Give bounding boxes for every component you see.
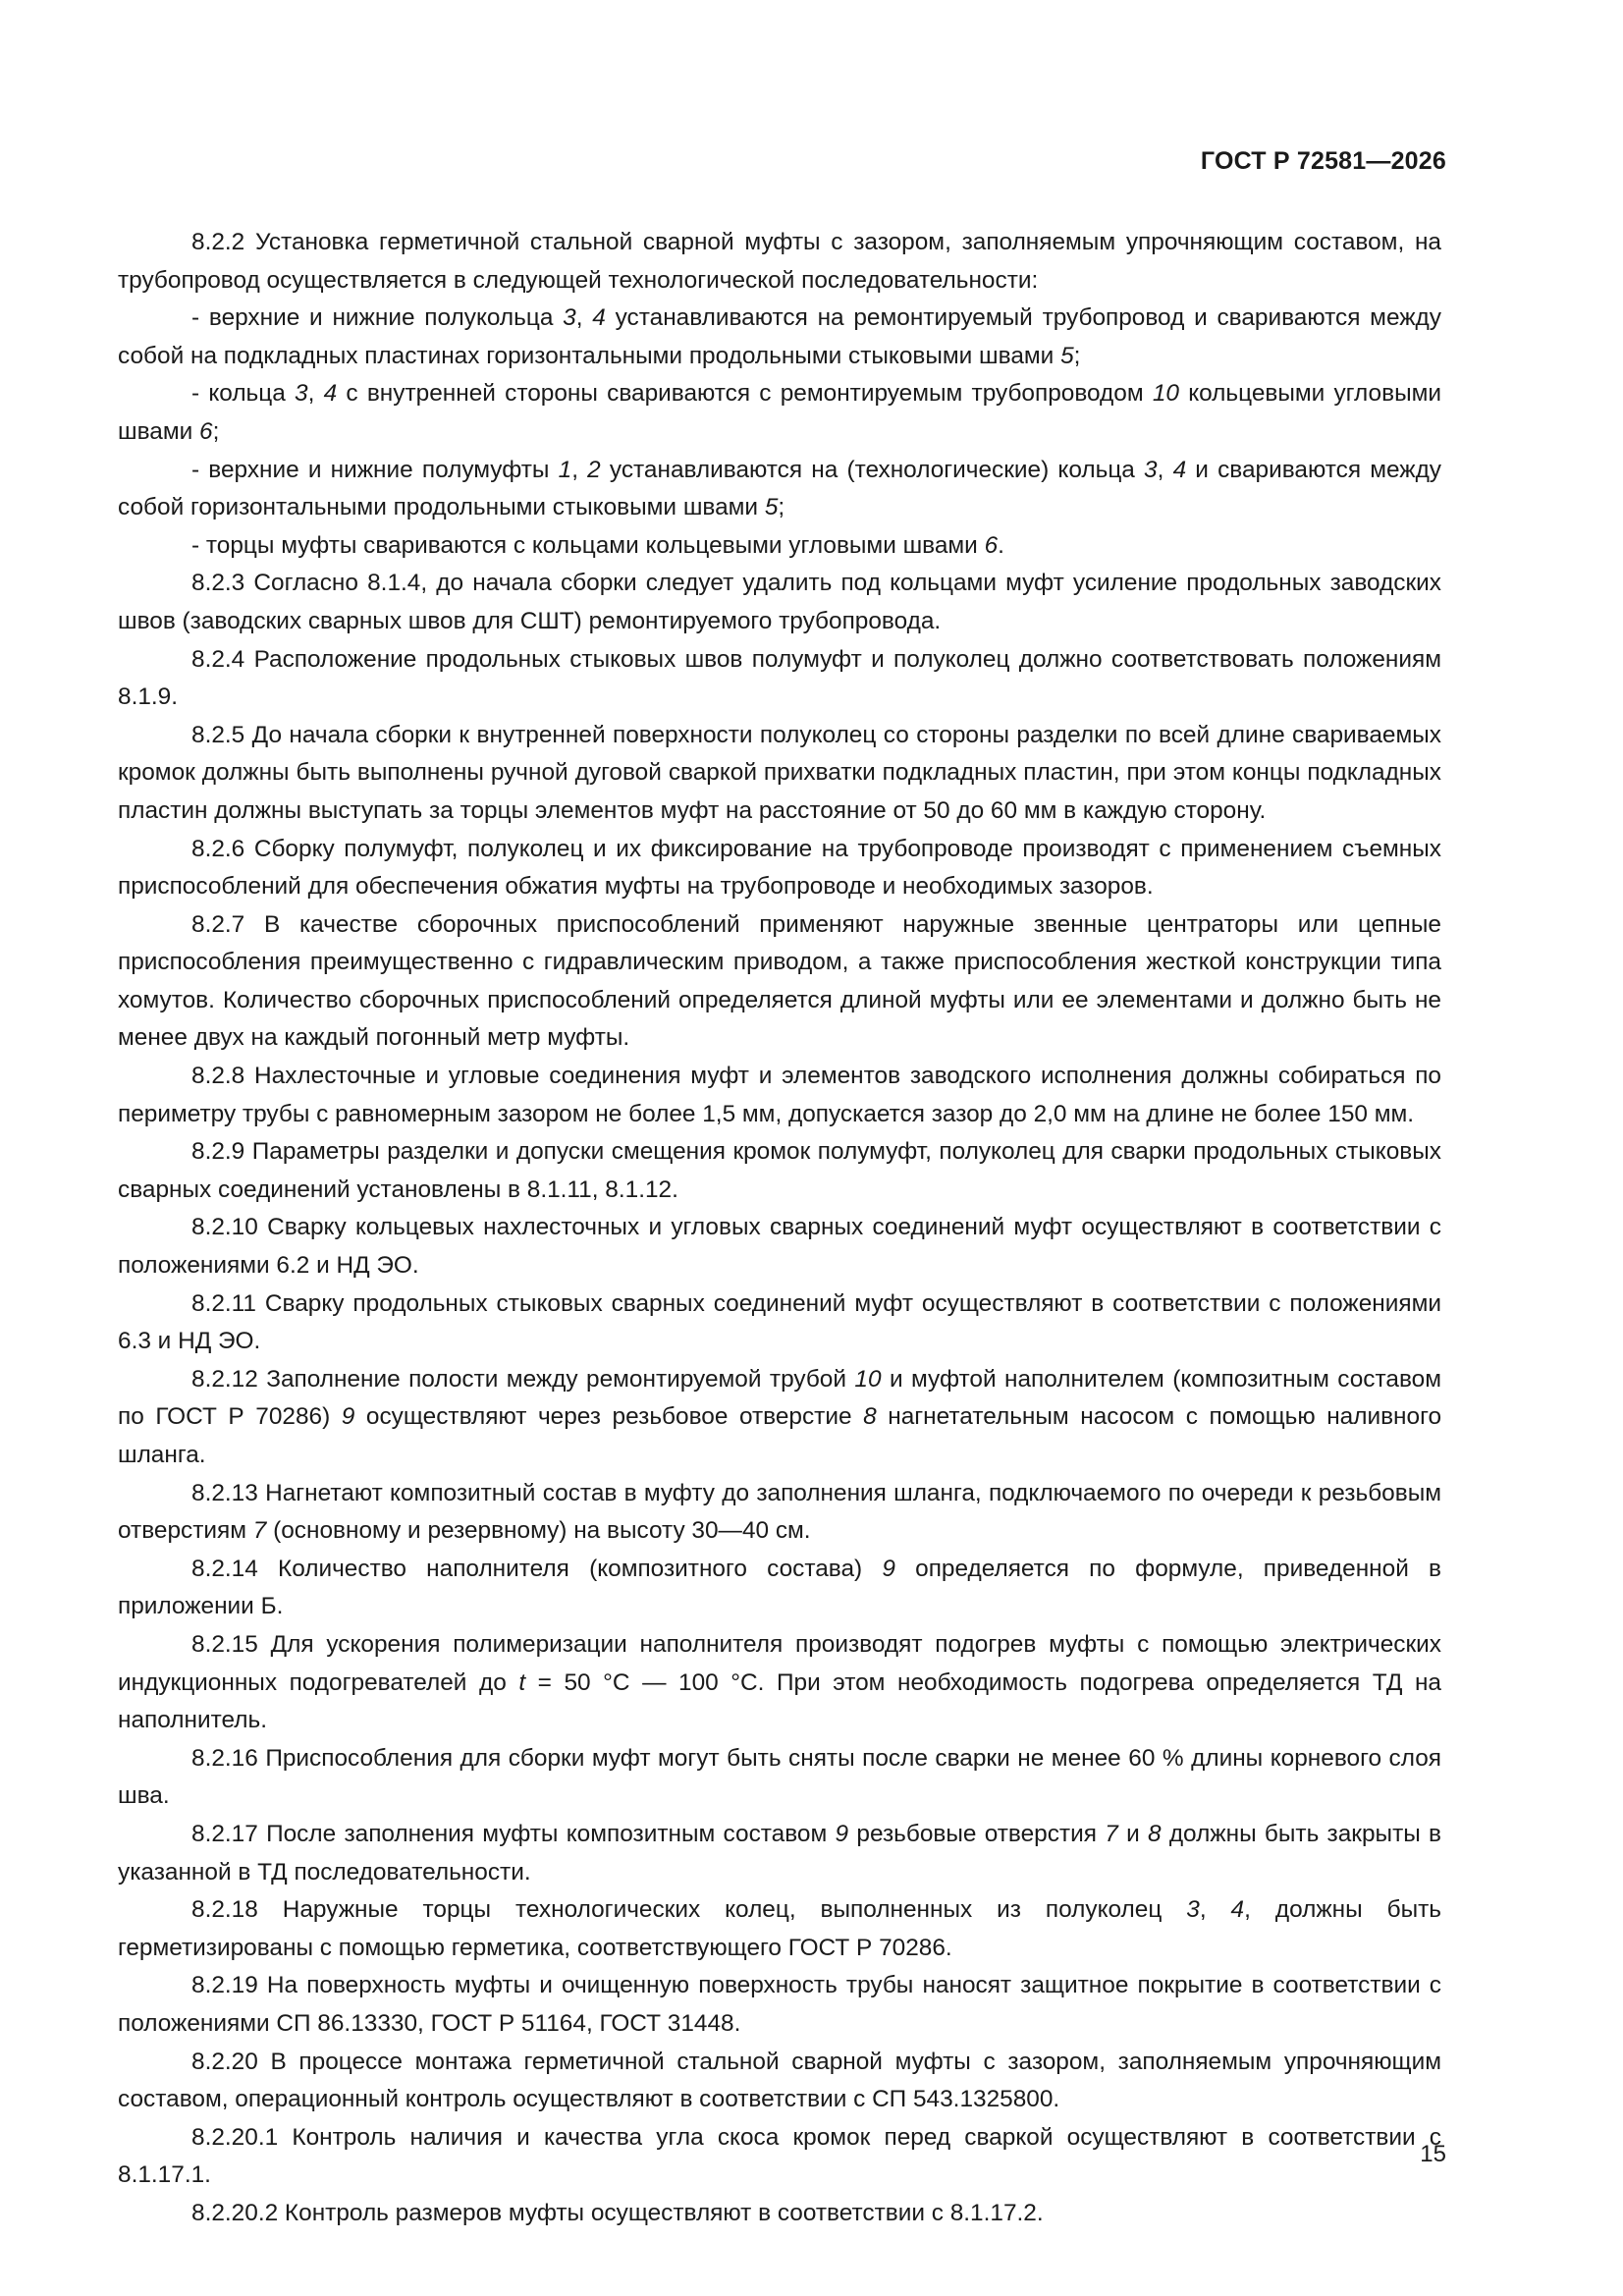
paragraph: 8.2.20.1 Контроль наличия и качества угла скоса кромок перед сваркой осуществляют в соответствии с 8.1.17.1.	[118, 2123, 1441, 2189]
paragraph: 8.2.7 В качестве сборочных приспособлений применяют наружные звенные центраторы или цепные приспособления преимущественно с гидравлическим приводом, а также приспособления жесткой конструкции типа хомутов. Количество сборочных приспособлений определяется длиной муфты или ее элементами и должно быть не менее двух на каждый погонный метр муфты.	[118, 910, 1441, 1052]
paragraph: 8.2.18 Наружные торцы технологических колец, выполненных из полуколец 3, 4, должны быть герметизированы с помощью герметика, соответствующего ГОСТ Р 70286.	[118, 1896, 1441, 1961]
paragraph: 8.2.12 Заполнение полости между ремонтируемой трубой 10 и муфтой наполнителем (композитным составом по ГОСТ Р 70286) 9 осуществляют через резьбовое отверстие 8 нагнетательным насосом с помощью наливного шланга.	[118, 1365, 1442, 1468]
paragraph: 8.2.8 Нахлесточные и угловые соединения муфт и элементов заводского исполнения должны собираться по периметру трубы с равномерным зазором не более 1,5 мм, допускается зазор до 2,0 мм на длине не более 150 мм.	[118, 1063, 1441, 1127]
document-body	[118, 224, 1441, 2232]
paragraph: 8.2.3 Согласно 8.1.4, до начала сборки следует удалить под кольцами муфт усиление продольных заводских швов (заводских сварных швов для СШТ) ремонтируемого трубопровода.	[118, 570, 1441, 634]
page-number: 15	[1420, 2141, 1446, 2167]
paragraph: 8.2.19 На поверхность муфты и очищенную поверхность трубы наносят защитное покрытие в соответствии с положениями СП 86.13330, ГОСТ Р 51164, ГОСТ 31448.	[118, 1972, 1441, 2037]
paragraph: 8.2.20.2 Контроль размеров муфты осуществляют в соответствии с 8.1.17.2.	[191, 2199, 1044, 2226]
paragraph: - кольца 3, 4 с внутренней стороны свариваются с ремонтируемым трубопроводом 10 кольцевыми угловыми швами 6;	[118, 380, 1441, 445]
paragraph: 8.2.14 Количество наполнителя (композитного состава) 9 определяется по формуле, приведенной в приложении Б.	[118, 1555, 1441, 1620]
paragraph: 8.2.15 Для ускорения полимеризации наполнителя производят подогрев муфты с помощью электрических индукционных подогревателей до t = 50 °С — 100 °С. При этом необходимость подогрева определяется ТД на наполнитель.	[118, 1630, 1441, 1734]
paragraph: - верхние и нижние полукольца 3, 4 устанавливаются на ремонтируемый трубопровод и свариваются между собой на подкладных пластинах горизонтальными продольными стыковыми швами 5;	[118, 304, 1441, 369]
paragraph: 8.2.11 Сварку продольных стыковых сварных соединений муфт осуществляют в соответствии с положениями 6.3 и НД ЭО.	[118, 1289, 1441, 1355]
document-code-header: ГОСТ Р 72581—2026	[1200, 147, 1446, 175]
paragraph: 8.2.9 Параметры разделки и допуски смещения кромок полумуфт, полуколец для сварки продольных стыковых сварных соединений установлены в 8.1.11, 8.1.12.	[118, 1138, 1441, 1203]
paragraph: 8.2.5 До начала сборки к внутренней поверхности полуколец со стороны разделки по всей длине свариваемых кромок должны быть выполнены ручной дуговой сваркой прихватки подкладных пластин, при этом концы подкладных пластин должны выступать за торцы элементов муфт на расстояние от 50 до 60 мм в каждую сторону.	[118, 721, 1441, 824]
paragraph: 8.2.2 Установка герметичной стальной сварной муфты с зазором, заполняемым упрочняющим составом, на трубопровод осуществляется в следующей технологической последовательности:	[118, 229, 1441, 294]
paragraph: 8.2.17 После заполнения муфты композитным составом 9 резьбовые отверстия 7 и 8 должны быть закрыты в указанной в ТД последовательности.	[118, 1820, 1441, 1886]
paragraph: 8.2.16 Приспособления для сборки муфт могут быть сняты после сварки не менее 60 % длины корневого слоя шва.	[118, 1744, 1441, 1810]
paragraph: 8.2.20 В процессе монтажа герметичной стальной сварной муфты с зазором, заполняемым упрочняющим составом, операционный контроль осуществляют в соответствии с СП 543.1325800.	[118, 2048, 1441, 2113]
paragraph: 8.2.6 Сборку полумуфт, полуколец и их фиксирование на трубопроводе производят с применением съемных приспособлений для обеспечения обжатия муфты на трубопроводе и необходимых зазоров.	[118, 835, 1441, 901]
paragraph: - верхние и нижние полумуфты 1, 2 устанавливаются на (технологические) кольца 3, 4 и свариваются между собой горизонтальными продольными стыковыми швами 5;	[118, 456, 1442, 521]
paragraph: 8.2.10 Сварку кольцевых нахлесточных и угловых сварных соединений муфт осуществляют в соответствии с положениями 6.2 и НД ЭО.	[118, 1214, 1441, 1280]
paragraph: 8.2.4 Расположение продольных стыковых швов полумуфт и полуколец должно соответствовать положениям 8.1.9.	[118, 645, 1441, 711]
paragraph: 8.2.13 Нагнетают композитный состав в муфту до заполнения шланга, подключаемого по очереди к резьбовым отверстиям 7 (основному и резервному) на высоту 30—40 см.	[118, 1479, 1441, 1545]
paragraph: - торцы муфты свариваются с кольцами кольцевыми угловыми швами 6.	[191, 531, 1004, 559]
